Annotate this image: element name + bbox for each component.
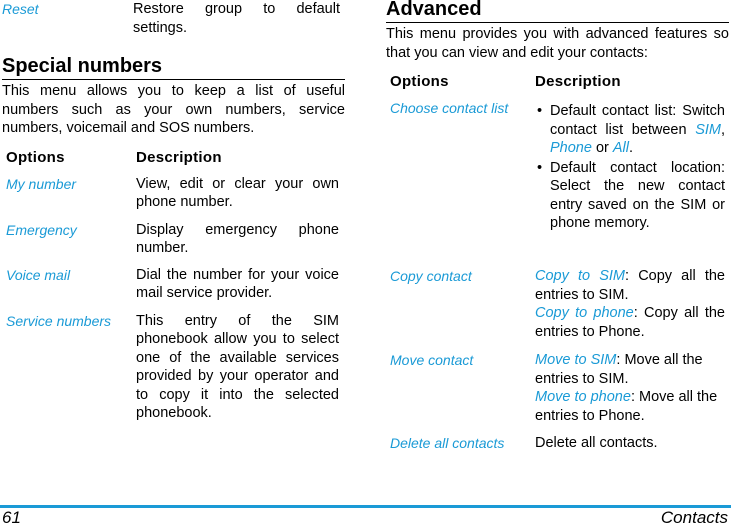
- reset-row: [2, 0, 345, 43]
- special-row-service-numbers: [2, 312, 345, 423]
- move-to-phone-label: Move to phone: [535, 389, 631, 405]
- description-delete-all-contacts: Delete all contacts.: [535, 435, 658, 451]
- option-move-contact: Move contact: [390, 352, 474, 368]
- right-column: [386, 0, 729, 453]
- bullet1-or: or: [591, 140, 613, 156]
- option-voice-mail: Voice mail: [6, 266, 71, 283]
- copy-to-sim-text: : Copy all the entries to SIM.: [535, 268, 725, 303]
- move-to-phone-line: [535, 388, 725, 425]
- option-delete-all-contacts: Delete all contacts: [390, 435, 505, 451]
- move-to-phone-text: : Move all the entries to Phone.: [535, 389, 718, 424]
- option-choose-contact-list: Choose contact list: [390, 100, 509, 116]
- bullet1-phone: Phone: [550, 140, 592, 156]
- page-number: 61: [2, 508, 21, 527]
- special-row-emergency: [2, 221, 345, 266]
- description-voice-mail: Dial the number for your voice mail service provider.: [136, 266, 339, 301]
- copy-to-phone-label: Copy to phone: [535, 305, 634, 321]
- copy-to-sim-line: [535, 267, 725, 304]
- description-move-contact: [535, 351, 725, 434]
- advanced-intro: This menu provides you with advanced features so that you can view and edit your contacts:: [386, 26, 729, 61]
- special-row-voice-mail: [2, 266, 345, 312]
- description-service-numbers: This entry of the SIM phonebook allow you to select one of the available services provided by your operator and to copy it into the selected phonebook.: [136, 312, 339, 421]
- choose-bullet-list: [535, 102, 725, 233]
- special-header-description: Description: [136, 148, 222, 166]
- advanced-row-copy: [386, 267, 729, 351]
- bullet1-text: Default contact list: Switch contact list between: [550, 103, 725, 138]
- advanced-row-choose: [386, 99, 729, 267]
- copy-to-phone-text: : Copy all the entries to Phone.: [535, 305, 725, 340]
- option-emergency: Emergency: [6, 221, 77, 238]
- special-table-header: [2, 149, 345, 175]
- reset-description: Restore group to default settings.: [133, 1, 340, 36]
- copy-to-sim-label: Copy to SIM: [535, 268, 626, 284]
- option-copy-contact: Copy contact: [390, 268, 472, 284]
- choose-bullet-default-location: • Default contact location: Select the new contact entry saved on the SIM or phone memory.: [535, 159, 725, 233]
- advanced-header-options: Options: [390, 73, 449, 90]
- special-row-my-number: [2, 175, 345, 221]
- bullet1-sim: SIM: [695, 121, 721, 138]
- bullet1-comma: ,: [720, 121, 725, 138]
- advanced-table-header: [386, 73, 729, 99]
- description-copy-contact: [535, 267, 725, 351]
- chapter-title: Contacts: [660, 508, 728, 527]
- reset-option: Reset: [2, 1, 39, 17]
- left-column: [2, 0, 345, 423]
- copy-to-phone-line: [535, 304, 725, 341]
- option-service-numbers: Service numbers: [6, 312, 112, 329]
- description-emergency: Display emergency phone number.: [136, 221, 339, 256]
- move-to-sim-label: Move to SIM: [535, 352, 617, 368]
- advanced-title: Advanced: [386, 0, 729, 23]
- footer-rule: [0, 505, 731, 508]
- option-my-number: My number: [6, 175, 77, 192]
- special-header-options: Options: [6, 148, 65, 166]
- move-to-sim-line: [535, 351, 725, 388]
- advanced-row-delete: [386, 434, 729, 453]
- bullet1-all: All: [612, 140, 630, 156]
- special-numbers-intro: This menu allows you to keep a list of useful numbers such as your own numbers, service numbers, voicemail and SOS numbers.: [2, 83, 345, 136]
- special-numbers-title: Special numbers: [2, 54, 345, 80]
- advanced-row-move: [386, 351, 729, 434]
- description-choose-contact-list: [535, 99, 725, 267]
- bullet1-end: .: [629, 140, 634, 156]
- description-my-number: View, edit or clear your own phone number.: [136, 175, 339, 210]
- move-to-sim-text: : Move all the entries to SIM.: [535, 352, 703, 387]
- choose-bullet-default-list: [535, 102, 725, 158]
- advanced-header-description: Description: [535, 73, 621, 90]
